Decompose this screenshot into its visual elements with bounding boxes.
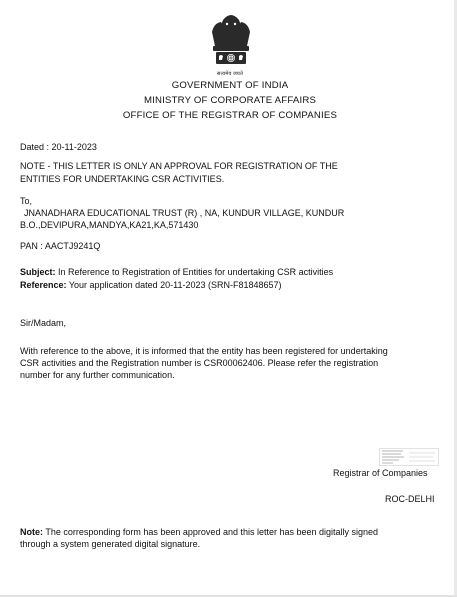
- reference-label: Reference:: [20, 280, 67, 290]
- address-line1: JNANADHARA EDUCATIONAL TRUST (R) , NA, KUNDUR VILLAGE, KUNDUR: [24, 208, 345, 218]
- note-bottom-line1: [20, 527, 378, 538]
- body-line2: CSR activities and the Registration number is CSR00062406. Please refer the registration: [20, 358, 379, 368]
- salutation: Sir/Madam,: [20, 318, 67, 328]
- address-line2: B.O.,DEVIPURA,MANDYA,KA21,KA,571430: [20, 220, 199, 230]
- subject-label: Subject:: [20, 267, 56, 277]
- header-ministry: MINISTRY OF CORPORATE AFFAIRS: [143, 95, 317, 106]
- pan-number: PAN : AACTJ9241Q: [20, 241, 101, 251]
- subject-text: In Reference to Registration of Entities for undertaking CSR activities: [55, 267, 334, 277]
- digital-signature-stamp: [379, 448, 439, 466]
- note-bottom-label: Note:: [20, 527, 43, 537]
- subject-line: [20, 267, 333, 278]
- header-office: OFFICE OF THE REGISTRAR OF COMPANIES: [122, 110, 338, 121]
- reference-line: [20, 280, 282, 291]
- note-bottom-text: The corresponding form has been approved and this letter has been digitally signed: [43, 527, 379, 537]
- note-bottom-line2: through a system generated digital signature.: [20, 539, 201, 549]
- note-top-line2: ENTITIES FOR UNDERTAKING CSR ACTIVITIES.: [20, 174, 225, 184]
- address-to: To,: [20, 196, 33, 206]
- state-emblem-icon: [208, 12, 254, 70]
- dated: Dated : 20-11-2023: [20, 142, 97, 152]
- signatory-title: Registrar of Companies: [333, 468, 428, 478]
- header-government: GOVERNMENT OF INDIA: [171, 80, 289, 91]
- emblem-motto: सत्यमेव जयते: [216, 71, 244, 77]
- reference-text: Your application dated 20-11-2023 (SRN-F81848657): [66, 280, 282, 290]
- note-top-line1: NOTE - THIS LETTER IS ONLY AN APPROVAL FOR REGISTRATION OF THE: [20, 161, 338, 171]
- body-line3: number for any further communication.: [20, 370, 175, 380]
- signatory-office: ROC-DELHI: [385, 494, 435, 504]
- body-line1: With reference to the above, it is informed that the entity has been registered for undertaking: [20, 346, 388, 356]
